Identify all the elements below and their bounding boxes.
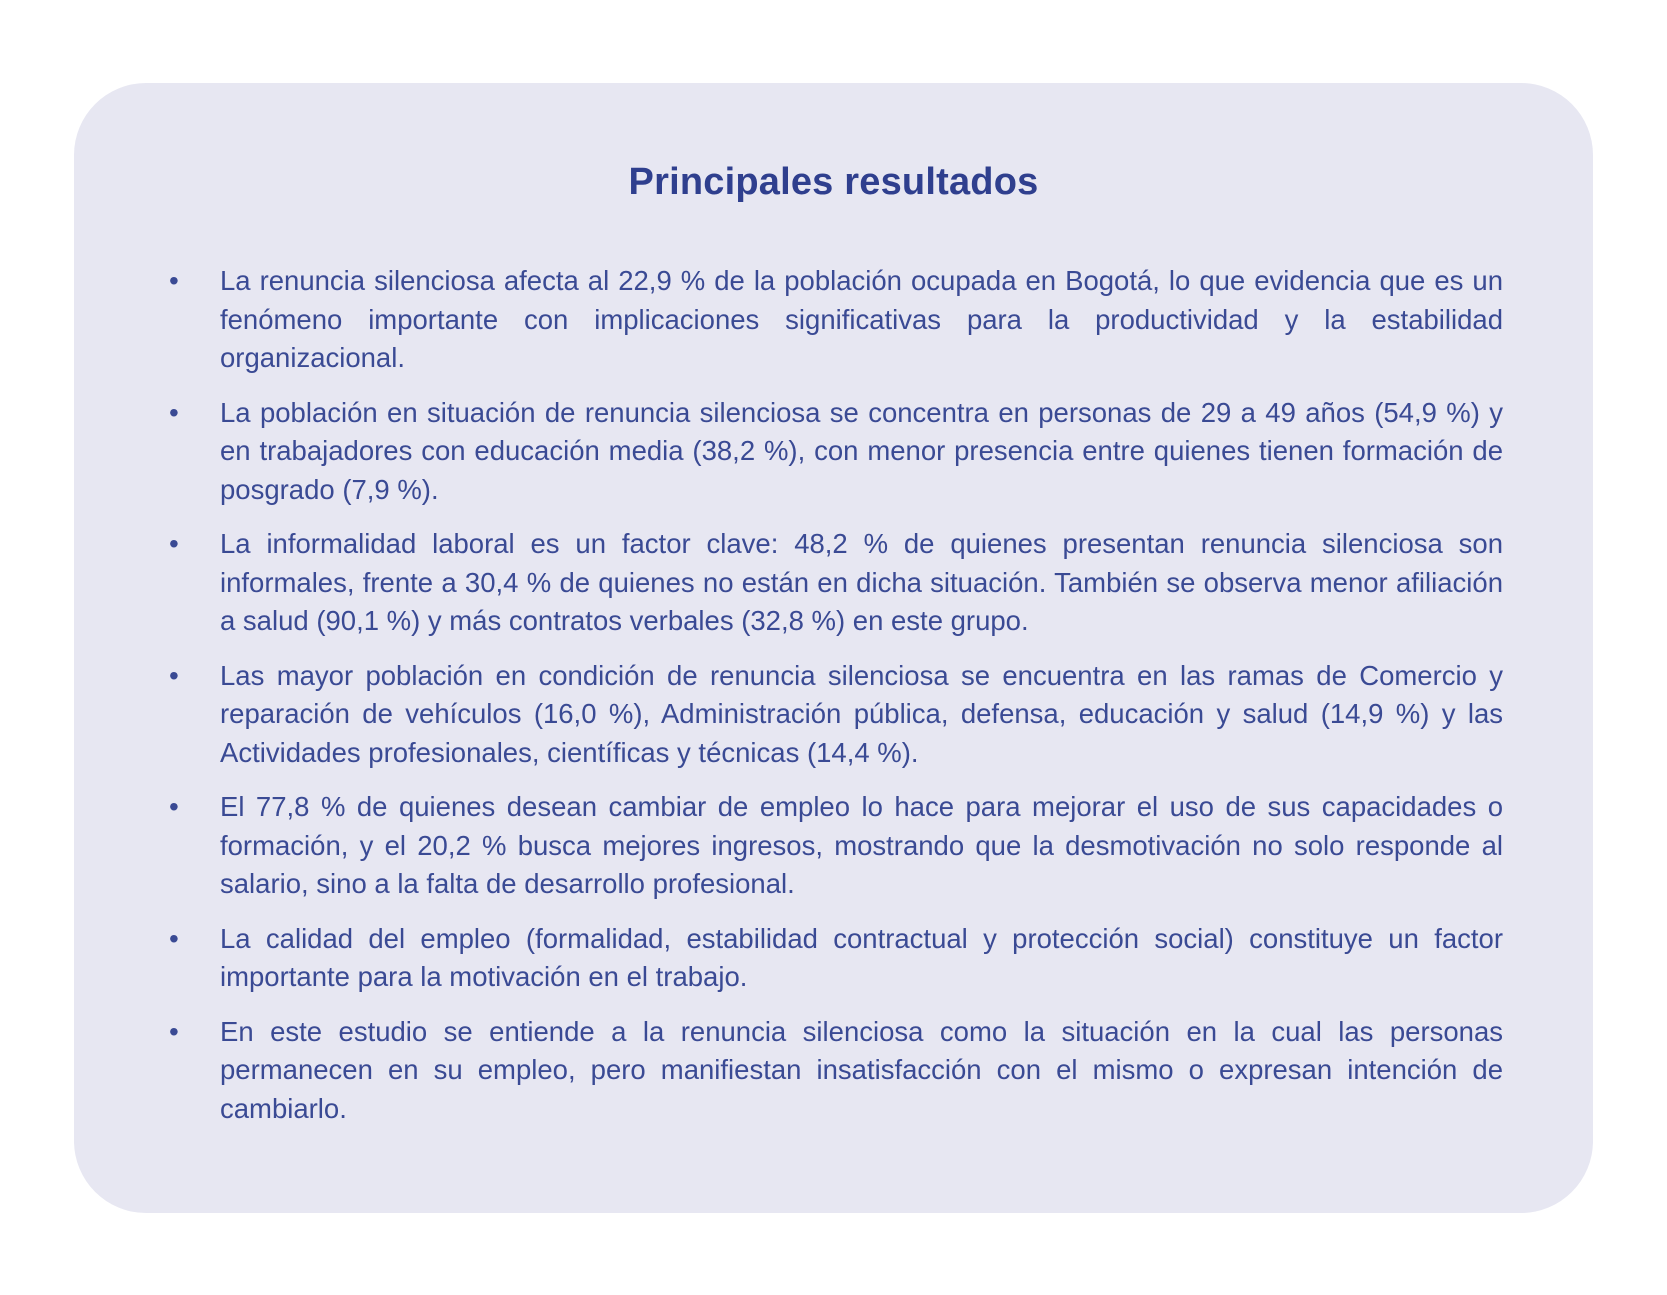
list-item-text: Las mayor población en condición de renuncia silenciosa se encuentra en las ramas de Comercio y reparación de vehículos (16,0 %), Administración pública, defensa, educación y salud (14,9 %) y las Actividades profesionales, científicas y técnicas (14,4 %). xyxy=(220,659,1503,768)
bullet-icon: • xyxy=(169,922,179,954)
list-item-text: El 77,8 % de quienes desean cambiar de empleo lo hace para mejorar el uso de sus capacidades o formación, y el 20,2 % busca mejores ingresos, mostrando que la desmotivación no solo responde al salario, sino a la falta de desarrollo profesional. xyxy=(220,791,1503,899)
list-item xyxy=(164,657,1503,773)
bullet-icon: • xyxy=(169,396,179,428)
bullet-icon: • xyxy=(169,528,179,559)
section-title: Principales resultados xyxy=(628,161,1039,203)
list-item xyxy=(164,394,1503,510)
list-item xyxy=(164,788,1503,904)
bullet-icon: • xyxy=(169,791,179,822)
bullet-icon: • xyxy=(169,265,179,296)
list-item xyxy=(164,920,1503,997)
list-item xyxy=(164,262,1503,378)
results-list xyxy=(164,262,1503,1128)
list-item xyxy=(164,1013,1503,1129)
list-item-text: La renuncia silenciosa afecta al 22,9 % de la población ocupada en Bogotá, lo que evidencia que es un fenómeno importante con implicaciones significativas para la productividad y la estabilidad organizacional. xyxy=(220,265,1503,373)
list-item-text: La población en situación de renuncia silenciosa se concentra en personas de 29 a 49 años (54,9 %) y en trabajadores con educación media (38,2 %), con menor presencia entre quienes tienen formación de posgrado (7,9 %). xyxy=(220,396,1503,505)
list-item-text: La informalidad laboral es un factor clave: 48,2 % de quienes presentan renuncia silenciosa son informales, frente a 30,4 % de quienes no están en dicha situación. También se observa menor afiliación a salud (90,1 %) y más contratos verbales (32,8 %) en este grupo. xyxy=(220,528,1503,636)
bullet-icon: • xyxy=(169,659,179,691)
list-item-text: En este estudio se entiende a la renuncia silenciosa como la situación en la cual las personas permanecen en su empleo, pero manifiestan insatisfacción con el mismo o expresan intención de cambiarlo. xyxy=(220,1015,1503,1124)
results-card xyxy=(74,83,1593,1213)
list-item-text: La calidad del empleo (formalidad, estabilidad contractual y protección social) constituye un factor importante para la motivación en el trabajo. xyxy=(220,922,1503,992)
bullet-icon: • xyxy=(169,1015,179,1047)
list-item xyxy=(164,525,1503,641)
